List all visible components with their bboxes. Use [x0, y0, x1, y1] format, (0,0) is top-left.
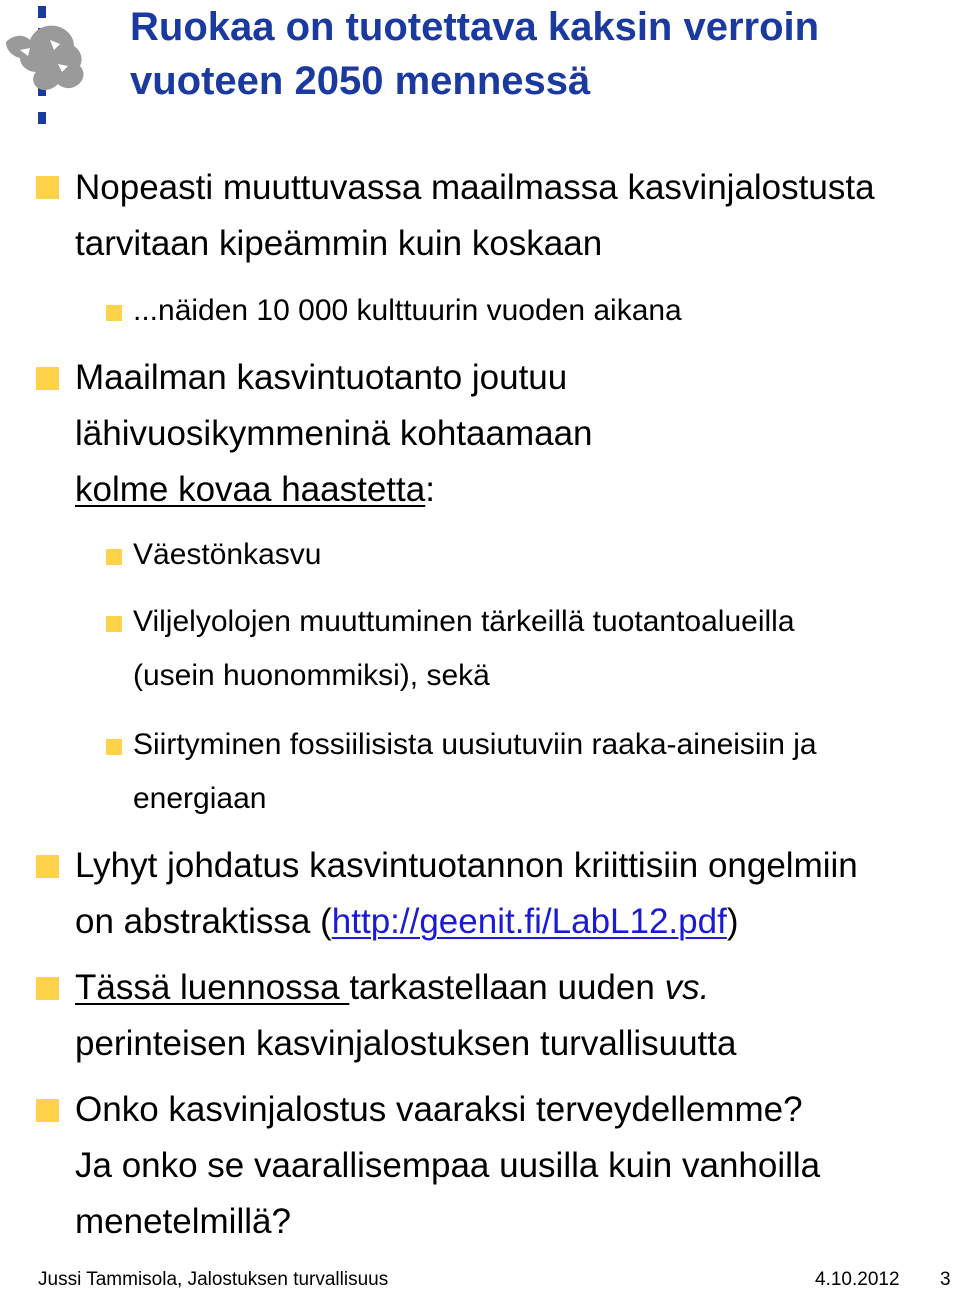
abstract-pdf-link[interactable]: http://geenit.fi/LabL12.pdf	[331, 902, 727, 941]
bullet-square-icon	[36, 176, 59, 199]
bullet-1-sub-1: ...näiden 10 000 kulttuurin vuoden aikana	[133, 294, 682, 327]
bullet-square-icon	[36, 367, 59, 390]
sub-bullet-square-icon	[106, 549, 122, 565]
bullet-2-sub-2: Viljelyolojen muuttuminen tärkeillä tuotantoalueilla (usein huonommiksi), sekä	[133, 605, 795, 692]
footer-date: 4.10.2012	[815, 1269, 900, 1290]
bullet-square-icon	[36, 977, 59, 1000]
bullet-square-icon	[36, 1099, 59, 1122]
slide-title-line2: vuoteen 2050 mennessä	[130, 59, 591, 103]
bullet-2-sub-3: Siirtyminen fossiilisista uusiutuviin raaka-aineisiin ja energiaan	[133, 728, 817, 815]
sub-bullet-square-icon	[106, 739, 122, 755]
university-logo-icon	[0, 0, 115, 130]
sub-bullet-square-icon	[106, 305, 122, 321]
bullet-5: Onko kasvinjalostus vaaraksi terveydellemme? Ja onko se vaarallisempaa uusilla kuin vanhoilla menetelmillä?	[75, 1090, 821, 1241]
bullet-4: Tässä luennossa tarkastellaan uuden vs. perinteisen kasvinjalostuksen turvallisuutta	[75, 968, 737, 1063]
slide-title-line1: Ruokaa on tuotettava kaksin verroin	[130, 5, 820, 49]
slide-title	[130, 0, 950, 108]
underlined-phrase: kolme kovaa haastetta	[75, 470, 426, 509]
sub-bullet-square-icon	[106, 616, 122, 632]
footer-page-number: 3	[940, 1269, 951, 1290]
bullet-2: Maailman kasvintuotanto joutuu lähivuosikymmeninä kohtaamaan kolme kovaa haastetta:	[75, 358, 593, 509]
bullet-3: Lyhyt johdatus kasvintuotannon kriittisiin ongelmiin on abstraktissa (http://geenit.fi/LabL12.pdf)	[75, 846, 858, 941]
underlined-phrase: Tässä luennossa	[75, 968, 350, 1007]
bullet-2-sub-1: Väestönkasvu	[133, 538, 322, 571]
bullet-square-icon	[36, 855, 59, 878]
bullet-1: Nopeasti muuttuvassa maailmassa kasvinjalostusta tarvitaan kipeämmin kuin koskaan	[75, 168, 875, 263]
footer-author: Jussi Tammisola, Jalostuksen turvallisuus	[38, 1269, 389, 1290]
